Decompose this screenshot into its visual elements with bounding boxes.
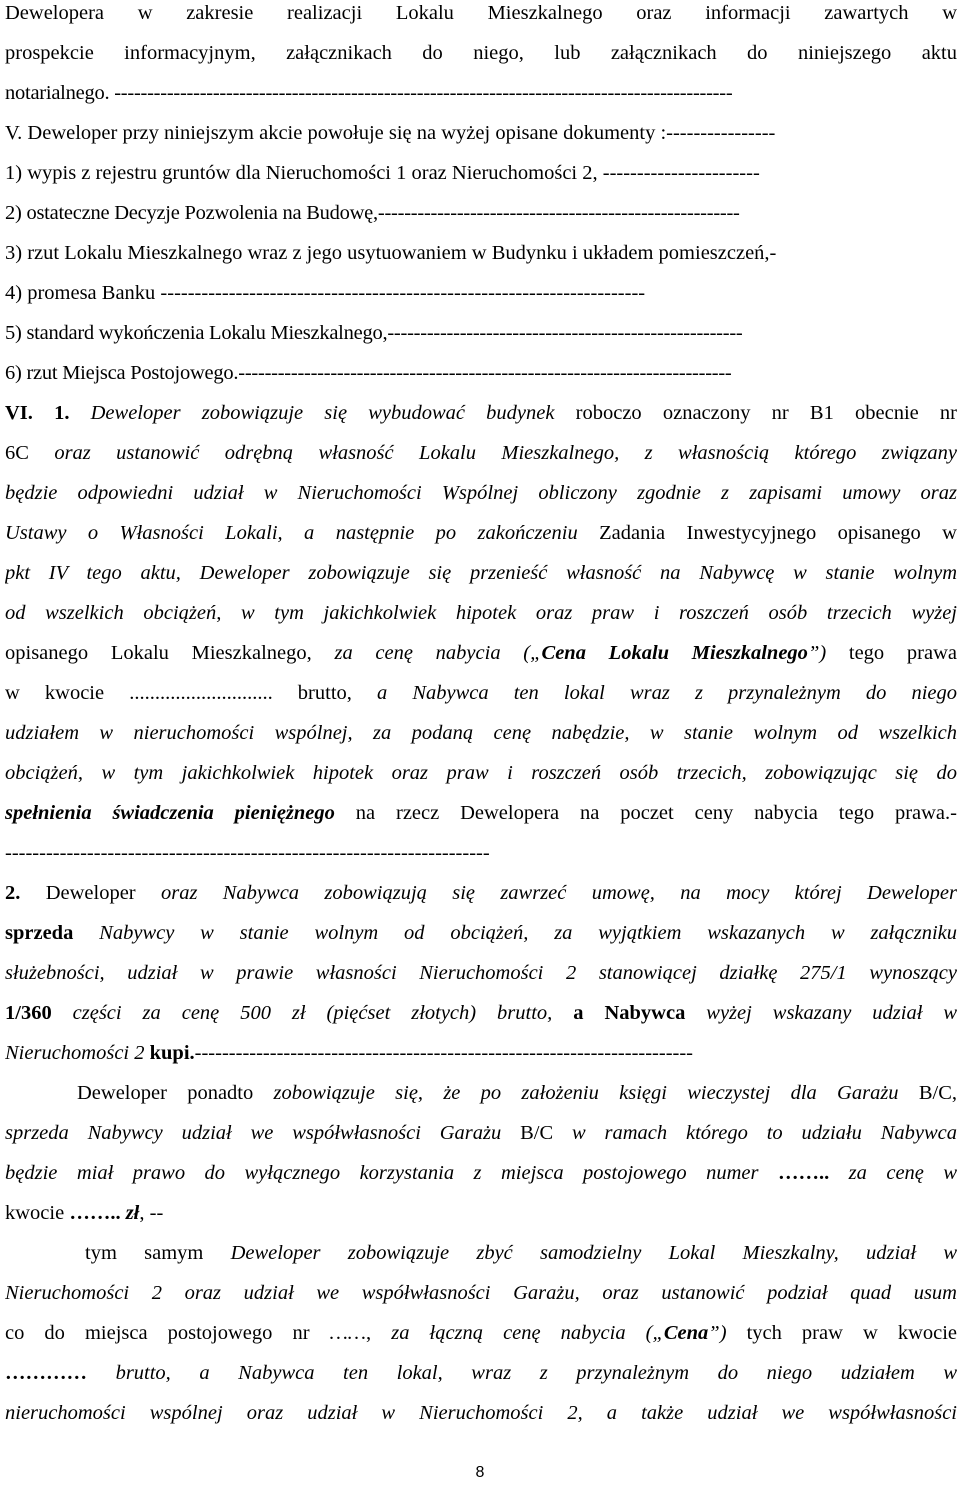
total-paragraph-line: co do miejsca postojowego nr ……, za łączną cenę nabycia („Cena”) tych praw w kwocie xyxy=(5,1322,957,1344)
list-item: 3) rzut Lokalu Mieszkalnego wraz z jego usytuowaniem w Budynku i układem pomieszczeń,- xyxy=(5,242,777,264)
list-item: 1) wypis z rejestru gruntów dla Nieruchomości 1 oraz Nieruchomości 2, ----------------------- xyxy=(5,162,760,184)
text-line: prospekcie informacyjnym, załącznikach do niego, lub załącznikach do niniejszego aktu xyxy=(5,42,957,64)
total-paragraph-line: ………… brutto, a Nabywca ten lokal, wraz z przynależnym do niego udziałem w xyxy=(5,1362,957,1384)
section-v-heading: V. Deweloper przy niniejszym akcie powołuje się na wyżej opisane dokumenty :---------------- xyxy=(5,122,776,144)
section-vi-line: obciążeń, w tym jakichkolwiek hipotek oraz praw i roszczeń osób trzecich, zobowiązując się do xyxy=(5,762,957,784)
garage-paragraph-line: będzie miał prawo do wyłącznego korzystania z miejsca postojowego numer …….. za cenę w xyxy=(5,1162,957,1184)
garage-paragraph-line: sprzeda Nabywcy udział we współwłasności Garażu B/C w ramach którego to udziału Nabywca xyxy=(5,1122,957,1144)
section-vi-line: Ustawy o Własności Lokali, a następnie po zakończeniu Zadania Inwestycyjnego opisanego w xyxy=(5,522,957,544)
list-item: 6) rzut Miejsca Postojowego.--------------------------------------------------------------------------- xyxy=(5,362,732,384)
section-vi-line: udziałem w nieruchomości wspólnej, za podaną cenę nabędzie, w stanie wolnym od wszelkich xyxy=(5,722,957,744)
section-vi-line: 6C oraz ustanowić odrębną własność Lokalu Mieszkalnego, z własnością którego związany xyxy=(5,442,957,464)
total-paragraph-line: tym samym Deweloper zobowiązuje zbyć samodzielny Lokal Mieszkalny, udział w xyxy=(85,1242,957,1264)
section-2-line: 1/360 części za cenę 500 zł (pięćset złotych) brutto, a Nabywca wyżej wskazany udział w xyxy=(5,1002,957,1024)
garage-paragraph-line: kwocie …….. zł, -- xyxy=(5,1202,164,1224)
section-2-line: służebności, udział w prawie własności Nieruchomości 2 stanowiącej działkę 275/1 wynoszący xyxy=(5,962,957,984)
garage-paragraph-line: Deweloper ponadto zobowiązuje się, że po założeniu księgi wieczystej dla Garażu B/C, xyxy=(77,1082,957,1104)
total-paragraph-line: nieruchomości wspólnej oraz udział w Nieruchomości 2, a także udział we współwłasności xyxy=(5,1402,957,1424)
section-vi-line: będzie odpowiedni udział w Nieruchomości Wspólnej obliczony zgodnie z zapisami umowy oraz xyxy=(5,482,957,504)
section-2-line: Nieruchomości 2 kupi.------------------------------------------------------------------------- xyxy=(5,1042,694,1064)
list-item: 2) ostateczne Decyzje Pozwolenia na Budowę,------------------------------------------------------- xyxy=(5,202,740,224)
text-line: Dewelopera w zakresie realizacji Lokalu Mieszkalnego oraz informacji zawartych w xyxy=(5,2,957,24)
list-item: 4) promesa Banku ----------------------------------------------------------------------- xyxy=(5,282,646,304)
total-paragraph-line: Nieruchomości 2 oraz udział we współwłasności Garażu, oraz ustanowić podział quad usum xyxy=(5,1282,957,1304)
section-vi-line: pkt IV tego aktu, Deweloper zobowiązuje się przenieść własność na Nabywcę w stanie wolnym xyxy=(5,562,957,584)
section-vi-line: VI. 1. Deweloper zobowiązuje się wybudować budynek roboczo oznaczony nr B1 obecnie nr xyxy=(5,402,957,424)
text-line: notarialnego. ---------------------------------------------------------------------------------------------- xyxy=(5,82,733,104)
section-2-line: 2. Deweloper oraz Nabywca zobowiązują się zawrzeć umowę, na mocy której Deweloper xyxy=(5,882,957,904)
section-vi-line: od wszelkich obciążeń, w tym jakichkolwiek hipotek oraz praw i roszczeń osób trzecich wyżej xyxy=(5,602,957,624)
section-2-line: sprzeda Nabywcy w stanie wolnym od obciążeń, za wyjątkiem wskazanych w załączniku xyxy=(5,922,957,944)
page-number: 8 xyxy=(475,1464,485,1481)
section-vi-line: spełnienia świadczenia pieniężnego na rzecz Dewelopera na poczet ceny nabycia tego prawa.- xyxy=(5,802,957,824)
section-vi-line: opisanego Lokalu Mieszkalnego, za cenę nabycia („Cena Lokalu Mieszkalnego”) tego prawa xyxy=(5,642,957,664)
section-vi-line: w kwocie ............................ brutto, a Nabywca ten lokal wraz z przynależnym do niego xyxy=(5,682,957,704)
list-item: 5) standard wykończenia Lokalu Mieszkalnego,------------------------------------------------------ xyxy=(5,322,743,344)
dash-filler-line: ----------------------------------------------------------------------- xyxy=(5,842,490,864)
